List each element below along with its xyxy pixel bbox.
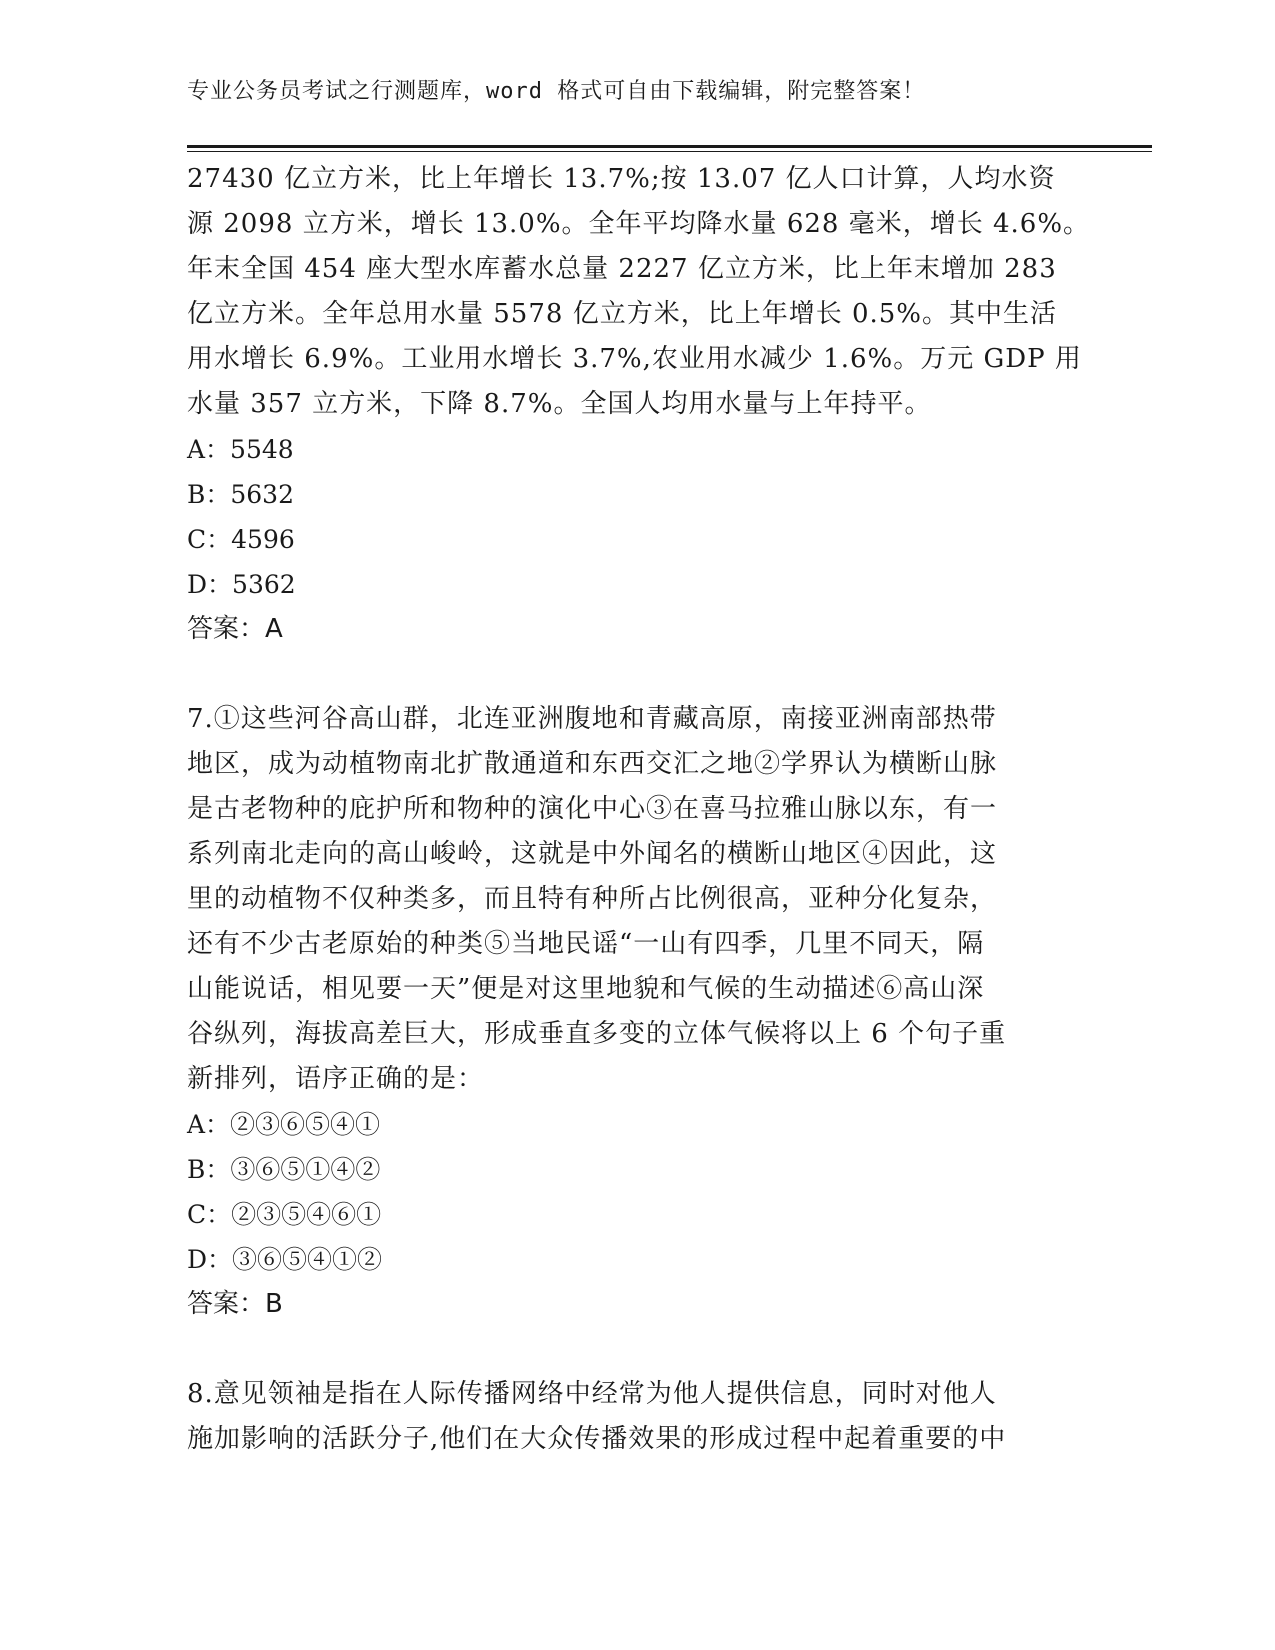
q7-stem-line: 新排列，语序正确的是： xyxy=(187,1064,485,1094)
question-7 xyxy=(187,697,1077,1327)
q6-option-d: D：5362 xyxy=(187,570,296,599)
q7-option-a: A：②③⑥⑤④① xyxy=(187,1110,381,1139)
q6-answer: 答案：A xyxy=(187,614,283,644)
page-header: 专业公务员考试之行测题库，word 格式可自由下载编辑，附完整答案！ xyxy=(187,79,926,104)
spacer xyxy=(187,652,1077,697)
q7-stem-line: 地区，成为动植物南北扩散通道和东西交汇之地②学界认为横断山脉 xyxy=(187,749,998,779)
q7-stem-line: 谷纵列，海拔高差巨大，形成垂直多变的立体气候将以上 6 个句子重 xyxy=(187,1019,1007,1049)
q7-option-c: C：②③⑤④⑥① xyxy=(187,1200,382,1229)
q7-answer: 答案：B xyxy=(187,1289,283,1319)
q7-stem-line: 是古老物种的庇护所和物种的演化中心③在喜马拉雅山脉以东，有一 xyxy=(187,794,998,824)
q6-option-a: A：5548 xyxy=(187,435,294,464)
q7-stem-line: 山能说话，相见要一天”便是对这里地貌和气候的生动描述⑥高山深 xyxy=(187,974,985,1004)
q7-stem-line: 还有不少古老原始的种类⑤当地民谣“一山有四季，几里不同天，隔 xyxy=(187,929,985,959)
document-body xyxy=(187,157,1091,1462)
q7-option-d: D：③⑥⑤④①② xyxy=(187,1245,383,1274)
q6-option-b: B：5632 xyxy=(187,480,294,509)
header-rule-thin xyxy=(187,151,1152,152)
q8-stem-line: 8.意见领袖是指在人际传播网络中经常为他人提供信息，同时对他人 xyxy=(187,1379,997,1409)
q6-stem-line: 亿立方米。全年总用水量 5578 亿立方米，比上年增长 0.5%。其中生活 xyxy=(187,299,1058,329)
q7-stem-line: 系列南北走向的高山峻岭，这就是中外闻名的横断山地区④因此，这 xyxy=(187,839,998,869)
q6-stem-line: 水量 357 立方米，下降 8.7%。全国人均用水量与上年持平。 xyxy=(187,389,932,419)
question-6 xyxy=(187,157,1091,652)
q6-stem-line: 年末全国 454 座大型水库蓄水总量 2227 亿立方米，比上年末增加 283 xyxy=(187,254,1057,284)
q7-stem-line: 7.①这些河谷高山群，北连亚洲腹地和青藏高原，南接亚洲南部热带 xyxy=(187,704,997,734)
q6-stem-line: 27430 亿立方米，比上年增长 13.7%;按 13.07 亿人口计算，人均水资 xyxy=(187,164,1056,194)
q6-stem-line: 源 2098 立方米，增长 13.0%。全年平均降水量 628 毫米，增长 4.6%。 xyxy=(187,209,1091,239)
question-8 xyxy=(187,1372,1077,1462)
spacer xyxy=(187,1327,1077,1372)
q6-stem-line: 用水增长 6.9%。工业用水增长 3.7%,农业用水减少 1.6%。万元 GDP 用 xyxy=(187,344,1082,374)
q6-option-c: C：4596 xyxy=(187,525,295,554)
q7-option-b: B：③⑥⑤①④② xyxy=(187,1155,381,1184)
header-rule-thick xyxy=(187,145,1152,148)
q7-stem-line: 里的动植物不仅种类多，而且特有种所占比例很高，亚种分化复杂， xyxy=(187,884,998,914)
q8-stem-line: 施加影响的活跃分子,他们在大众传播效果的形成过程中起着重要的中 xyxy=(187,1424,1007,1454)
